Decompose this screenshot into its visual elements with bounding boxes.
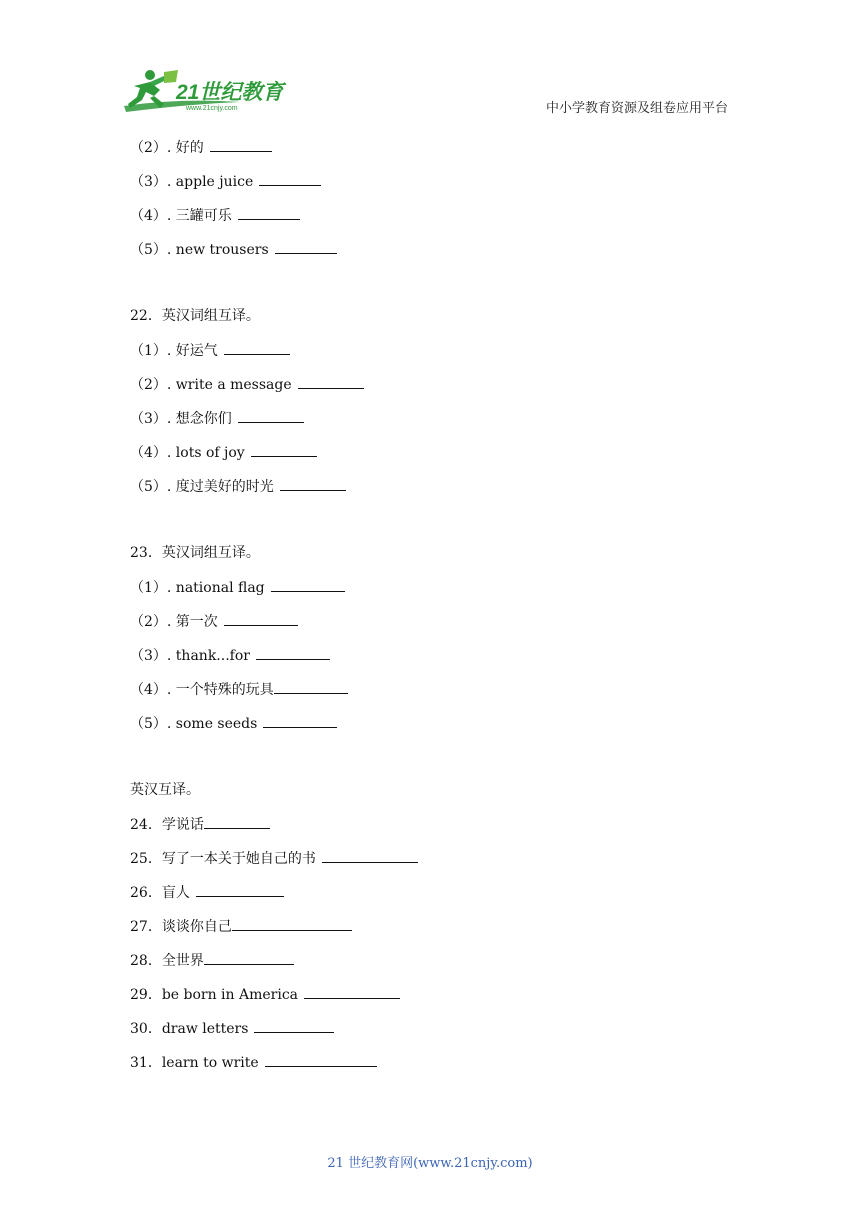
question-line: （2）. 好的 bbox=[130, 137, 272, 158]
question-line: 27．谈谈你自己 bbox=[130, 916, 352, 937]
answer-blank[interactable] bbox=[274, 679, 348, 694]
answer-blank[interactable] bbox=[210, 137, 272, 152]
question-line: （3）. 想念你们 bbox=[130, 408, 304, 429]
question-heading: 23．英汉词组互译。 bbox=[130, 545, 260, 561]
question-line: 28．全世界 bbox=[130, 950, 294, 971]
question-line: （5）. 度过美好的时光 bbox=[130, 476, 346, 497]
answer-blank[interactable] bbox=[271, 577, 345, 592]
question-line: 30．draw letters bbox=[130, 1018, 334, 1039]
question-line: （5）. new trousers bbox=[130, 239, 337, 260]
question-line: 25．写了一本关于她自己的书 bbox=[130, 848, 418, 869]
question-line: （4）. 一个特殊的玩具 bbox=[130, 679, 348, 700]
answer-blank[interactable] bbox=[224, 340, 290, 355]
answer-blank[interactable] bbox=[251, 442, 317, 457]
logo-text: 21世纪教育 bbox=[176, 81, 284, 104]
answer-blank[interactable] bbox=[298, 374, 364, 389]
answer-blank[interactable] bbox=[275, 239, 337, 254]
answer-blank[interactable] bbox=[232, 916, 352, 931]
answer-blank[interactable] bbox=[322, 848, 418, 863]
runner-logo-icon bbox=[120, 68, 290, 114]
answer-blank[interactable] bbox=[263, 713, 337, 728]
question-line: （5）. some seeds bbox=[130, 713, 337, 734]
question-line: （2）. 第一次 bbox=[130, 611, 298, 632]
question-line: （3）. apple juice bbox=[130, 171, 321, 192]
question-line: 31．learn to write bbox=[130, 1052, 377, 1073]
answer-blank[interactable] bbox=[224, 611, 298, 626]
answer-blank[interactable] bbox=[238, 205, 300, 220]
logo-url: www.21cnjy.com bbox=[186, 105, 238, 112]
question-heading: 22．英汉词组互译。 bbox=[130, 308, 260, 324]
answer-blank[interactable] bbox=[254, 1018, 334, 1033]
logo bbox=[120, 68, 290, 114]
answer-blank[interactable] bbox=[259, 171, 321, 186]
answer-blank[interactable] bbox=[204, 950, 294, 965]
answer-blank[interactable] bbox=[238, 408, 304, 423]
question-line: 24．学说话 bbox=[130, 814, 270, 835]
answer-blank[interactable] bbox=[280, 476, 346, 491]
question-line: （1）. 好运气 bbox=[130, 340, 290, 361]
question-line: （3）. thank...for bbox=[130, 645, 330, 666]
question-line: （4）. lots of joy bbox=[130, 442, 317, 463]
answer-blank[interactable] bbox=[196, 882, 284, 897]
answer-blank[interactable] bbox=[256, 645, 330, 660]
question-line: （4）. 三罐可乐 bbox=[130, 205, 300, 226]
question-line: （2）. write a message bbox=[130, 374, 364, 395]
header-tagline: 中小学教育资源及组卷应用平台 bbox=[545, 101, 728, 116]
question-line: 29．be born in America bbox=[130, 984, 400, 1005]
page-footer: 21 世纪教育网(www.21cnjy.com) bbox=[327, 1156, 533, 1171]
answer-blank[interactable] bbox=[204, 814, 270, 829]
section-heading: 英汉互译。 bbox=[130, 782, 200, 798]
answer-blank[interactable] bbox=[265, 1052, 377, 1067]
page-header bbox=[0, 0, 860, 125]
question-line: 26．盲人 bbox=[130, 882, 284, 903]
answer-blank[interactable] bbox=[304, 984, 400, 999]
question-line: （1）. national flag bbox=[130, 577, 345, 598]
